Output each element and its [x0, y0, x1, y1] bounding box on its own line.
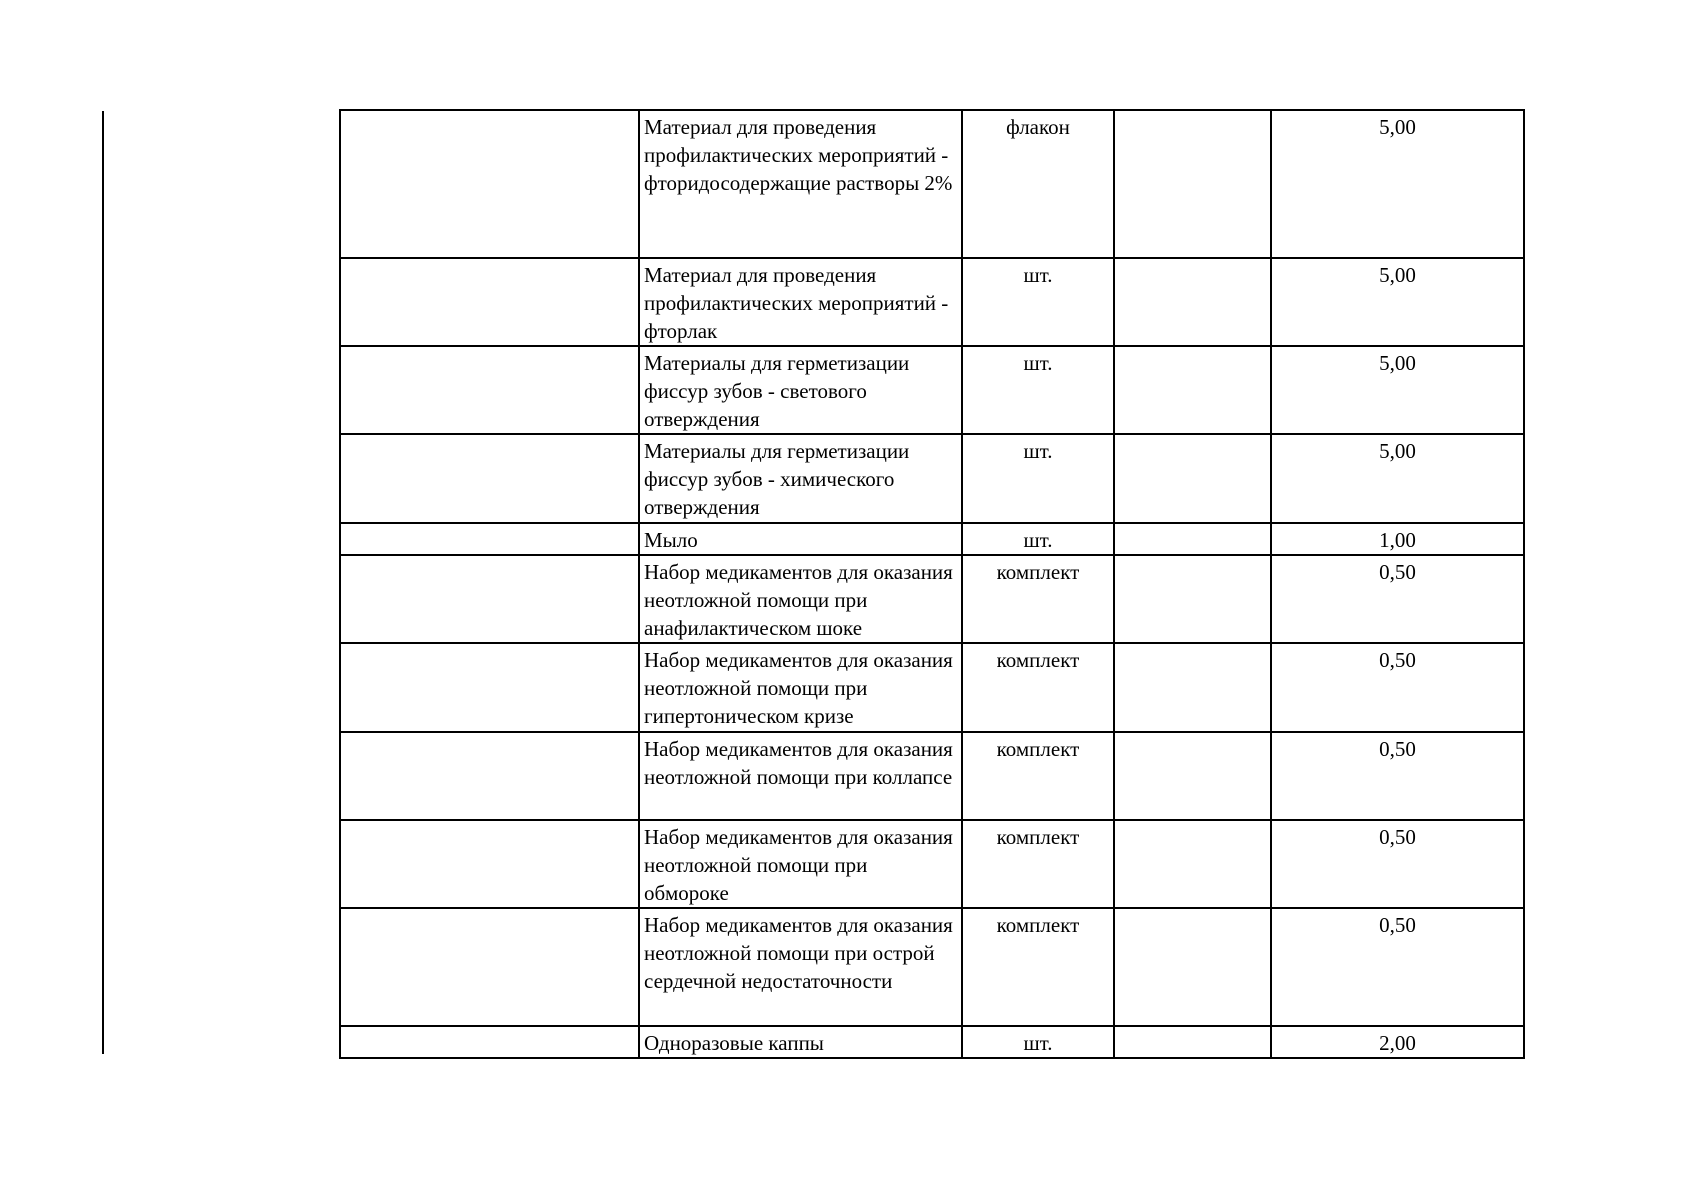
table-row: [340, 346, 1524, 434]
unit-cell: шт.: [962, 1026, 1114, 1058]
unit-cell: шт.: [962, 258, 1114, 346]
material-name-cell: Материалы для герметизации фиссур зубов - химического отверждения: [639, 434, 962, 523]
unit-cell: комплект: [962, 555, 1114, 643]
material-name-cell: Материал для проведения профилактических мероприятий - фторидосодержащие растворы 2%: [639, 110, 962, 258]
table-cell-blank: [340, 110, 639, 258]
table-cell-empty: [1114, 258, 1271, 346]
quantity-cell: 0,50: [1271, 555, 1524, 643]
table-cell-blank: [340, 643, 639, 732]
material-name-cell: Материал для проведения профилактических мероприятий - фторлак: [639, 258, 962, 346]
material-name-cell: Набор медикаментов для оказания неотложной помощи при гипертоническом кризе: [639, 643, 962, 732]
quantity-cell: 0,50: [1271, 820, 1524, 908]
material-name-cell: Набор медикаментов для оказания неотложной помощи при анафилактическом шоке: [639, 555, 962, 643]
quantity-cell: 5,00: [1271, 258, 1524, 346]
table-row: [340, 434, 1524, 523]
table-cell-blank: [340, 555, 639, 643]
table-row: [340, 258, 1524, 346]
table-cell-blank: [340, 258, 639, 346]
material-name-cell: Набор медикаментов для оказания неотложной помощи при обмороке: [639, 820, 962, 908]
table-row: [340, 555, 1524, 643]
table-row: [340, 732, 1524, 820]
table-cell-blank: [340, 1026, 639, 1058]
unit-cell: комплект: [962, 643, 1114, 732]
table-cell-empty: [1114, 1026, 1271, 1058]
table-cell-empty: [1114, 908, 1271, 1026]
unit-cell: комплект: [962, 732, 1114, 820]
table-cell-blank: [340, 434, 639, 523]
table-cell-empty: [1114, 643, 1271, 732]
table-row: [340, 643, 1524, 732]
quantity-cell: 5,00: [1271, 434, 1524, 523]
table-cell-blank: [340, 732, 639, 820]
quantity-cell: 1,00: [1271, 523, 1524, 555]
table-cell-empty: [1114, 555, 1271, 643]
table-cell-empty: [1114, 820, 1271, 908]
quantity-cell: 0,50: [1271, 643, 1524, 732]
table-cell-blank: [340, 820, 639, 908]
material-name-cell: Набор медикаментов для оказания неотложной помощи при коллапсе: [639, 732, 962, 820]
unit-cell: флакон: [962, 110, 1114, 258]
table-cell-empty: [1114, 732, 1271, 820]
material-name-cell: Мыло: [639, 523, 962, 555]
table-cell-empty: [1114, 110, 1271, 258]
table-cell-blank: [340, 908, 639, 1026]
table-row: [340, 908, 1524, 1026]
quantity-cell: 0,50: [1271, 732, 1524, 820]
unit-cell: шт.: [962, 346, 1114, 434]
table-cell-empty: [1114, 523, 1271, 555]
quantity-cell: 5,00: [1271, 346, 1524, 434]
table-row: [340, 523, 1524, 555]
table-row: [340, 110, 1524, 258]
material-name-cell: Материалы для герметизации фиссур зубов - светового отверждения: [639, 346, 962, 434]
table-cell-empty: [1114, 346, 1271, 434]
quantity-cell: 5,00: [1271, 110, 1524, 258]
unit-cell: шт.: [962, 523, 1114, 555]
table-cell-blank: [340, 523, 639, 555]
table-cell-blank: [340, 346, 639, 434]
table-cell-empty: [1114, 434, 1271, 523]
table-row: [340, 1026, 1524, 1058]
material-name-cell: Набор медикаментов для оказания неотложной помощи при острой сердечной недостаточности: [639, 908, 962, 1026]
materials-table: [339, 109, 1525, 1059]
material-name-cell: Одноразовые каппы: [639, 1026, 962, 1058]
unit-cell: шт.: [962, 434, 1114, 523]
unit-cell: комплект: [962, 820, 1114, 908]
quantity-cell: 2,00: [1271, 1026, 1524, 1058]
table-row: [340, 820, 1524, 908]
unit-cell: комплект: [962, 908, 1114, 1026]
quantity-cell: 0,50: [1271, 908, 1524, 1026]
page-margin-line: [102, 111, 104, 1054]
